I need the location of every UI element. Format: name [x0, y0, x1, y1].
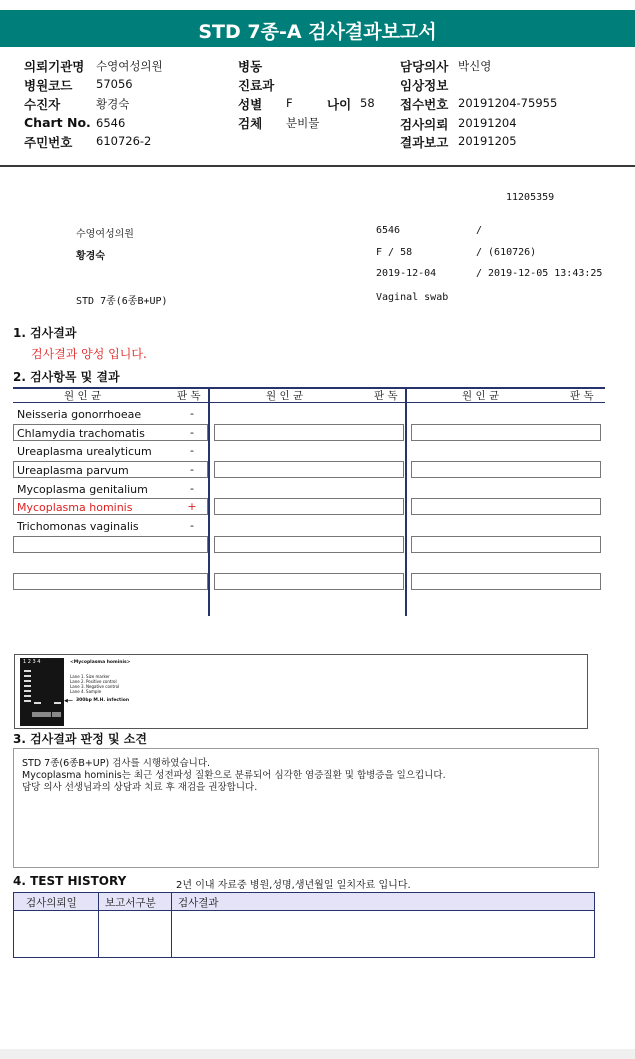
- label-department: 진료과: [238, 78, 275, 93]
- report-test-name: STD 7종(6종B+UP): [76, 296, 168, 307]
- label-hospital-name: 의뢰기관명: [24, 59, 85, 74]
- report-birth: / (610726): [476, 247, 537, 258]
- section1-title: 1. 검사결과: [13, 326, 77, 340]
- organism-name: Chlamydia trachomatis: [17, 427, 145, 440]
- gel-band: [24, 700, 31, 702]
- value-age: 58: [360, 96, 375, 110]
- opinion-box: [13, 748, 599, 868]
- col-header-organism-1: 원 인 균: [64, 390, 102, 402]
- label-clinical-info: 임상정보: [400, 78, 449, 93]
- gel-lane-numbers: 1 2 3 4: [23, 659, 41, 665]
- report-report-datetime: / 2019-12-05 13:43:25: [476, 268, 603, 279]
- gel-band: [24, 690, 31, 692]
- gel-legend-4: Lane 4. Sample: [70, 689, 102, 694]
- label-report-date: 결과보고: [400, 135, 449, 150]
- value-resident-no: 610726-2: [96, 134, 152, 148]
- section2-title: 2. 검사항목 및 결과: [13, 370, 120, 384]
- label-resident-no: 주민번호: [24, 135, 73, 150]
- gel-band: [24, 680, 31, 682]
- row-box: [411, 461, 601, 478]
- row-box: [411, 573, 601, 590]
- organism-name: Neisseria gonorrhoeae: [17, 408, 142, 421]
- col-header-result-2: 판 독: [374, 390, 398, 402]
- value-receipt-no: 20191204-75955: [458, 96, 558, 110]
- report-chart-no: 6546: [376, 225, 401, 236]
- report-patient: 황경숙: [76, 251, 105, 262]
- opinion-line-2: Mycoplasma hominis는 최근 성전파성 질환으로 분류되어 심각한 염증질환 및 합병증을 일으킵니다.: [22, 770, 446, 781]
- history-col-report-type: 보고서구분: [105, 897, 156, 909]
- row-box: [411, 498, 601, 515]
- organism-name: Ureaplasma parvum: [17, 464, 129, 477]
- value-report-date: 20191205: [458, 134, 517, 148]
- label-age: 나이: [327, 97, 352, 112]
- report-separator: /: [476, 225, 483, 236]
- value-patient: 황경숙: [96, 97, 130, 111]
- value-request-date: 20191204: [458, 116, 517, 130]
- report-number: 11205359: [506, 192, 555, 203]
- report-hospital: 수영여성의원: [76, 229, 134, 240]
- gel-primer-smear: [43, 712, 51, 717]
- history-col-result: 검사결과: [178, 897, 219, 909]
- col-header-result-3: 판 독: [570, 390, 594, 402]
- gel-band: [24, 695, 31, 697]
- organism-result: -: [190, 482, 194, 495]
- row-box: [411, 424, 601, 441]
- label-chart-no: Chart No.: [24, 115, 91, 130]
- footer-bar: [0, 1049, 635, 1059]
- gel-legend-1: Lane 1. Size marker: [70, 674, 110, 679]
- label-receipt-no: 접수번호: [400, 97, 449, 112]
- row-box: [214, 536, 404, 553]
- section4-title: 4. TEST HISTORY: [13, 874, 127, 888]
- gel-legend-2: Lane 2. Positive control: [70, 679, 117, 684]
- label-doctor: 담당의사: [400, 59, 449, 74]
- section3-title: 3. 검사결과 판정 및 소견: [13, 732, 147, 746]
- history-col-request-date: 검사의뢰일: [26, 897, 77, 909]
- table-col-divider-2: [405, 387, 407, 616]
- value-hospital-name: 수영여성의원: [96, 59, 163, 73]
- report-request-date: 2019-12-04: [376, 268, 437, 279]
- history-table-header: [14, 893, 594, 911]
- history-col-divider: [98, 893, 99, 957]
- opinion-line-3: 담당 의사 선생님과의 상담과 치료 후 재검을 권장합니다.: [22, 782, 258, 793]
- title-bar: [0, 10, 635, 47]
- header-divider: [0, 165, 635, 167]
- organism-name: Trichomonas vaginalis: [17, 520, 139, 533]
- report-sex-age: F / 58: [376, 247, 413, 258]
- label-request-date: 검사의뢰: [400, 117, 449, 132]
- row-box: [411, 536, 601, 553]
- table-top-border: [13, 387, 605, 389]
- value-chart-no: 6546: [96, 116, 126, 130]
- organism-result: -: [190, 407, 194, 420]
- organism-name: Ureaplasma urealyticum: [17, 445, 152, 458]
- table-col-divider-1: [208, 387, 210, 616]
- value-doctor: 박신영: [458, 59, 492, 73]
- row-box: [214, 573, 404, 590]
- report-title: STD 7종-A 검사결과보고서: [198, 21, 437, 43]
- gel-band-positive-control: [34, 702, 41, 704]
- organism-result: -: [190, 519, 194, 532]
- history-table: [13, 892, 595, 958]
- organism-result-positive: +: [187, 500, 197, 513]
- opinion-line-1: STD 7종(6종B+UP) 검사를 시행하였습니다.: [22, 758, 211, 769]
- table-header-border: [13, 402, 605, 403]
- organism-result: -: [190, 463, 194, 476]
- col-header-organism-3: 원 인 균: [462, 390, 500, 402]
- col-header-organism-2: 원 인 균: [266, 390, 304, 402]
- organism-name-positive: Mycoplasma hominis: [17, 501, 133, 514]
- row-box: [214, 424, 404, 441]
- row-box: [13, 573, 208, 590]
- gel-band: [24, 670, 31, 672]
- gel-band: [24, 685, 31, 687]
- label-hospital-code: 병원코드: [24, 78, 73, 93]
- value-sex: F: [286, 96, 293, 110]
- gel-band-sample: [54, 702, 61, 704]
- value-hospital-code: 57056: [96, 77, 133, 91]
- label-specimen: 검체: [238, 116, 263, 131]
- gel-arrow-icon: ◀—: [64, 698, 73, 704]
- col-header-result-1: 판 독: [177, 390, 201, 402]
- label-patient: 수진자: [24, 97, 61, 112]
- organism-name: Mycoplasma genitalium: [17, 483, 148, 496]
- gel-band-label: 300bp M.H. infection: [76, 698, 130, 703]
- history-col-divider: [171, 893, 172, 957]
- gel-legend-3: Lane 3. Negative control: [70, 684, 120, 689]
- gel-electrophoresis-image: [20, 658, 64, 726]
- row-box: [214, 461, 404, 478]
- organism-result: -: [190, 426, 194, 439]
- gel-primer-smear: [52, 712, 61, 717]
- label-sex: 성별: [238, 97, 263, 112]
- report-specimen: Vaginal swab: [376, 292, 449, 303]
- row-box: [13, 536, 208, 553]
- row-box: [214, 498, 404, 515]
- label-ward: 병동: [238, 59, 263, 74]
- organism-result: -: [190, 444, 194, 457]
- result-summary: 검사결과 양성 입니다.: [31, 347, 147, 361]
- history-note: 2년 이내 자료중 병원,성명,생년월일 일치자료 입니다.: [176, 880, 411, 891]
- value-specimen: 분비물: [286, 116, 320, 130]
- gel-title: <Mycoplasma hominis>: [70, 660, 131, 665]
- gel-band: [24, 675, 31, 677]
